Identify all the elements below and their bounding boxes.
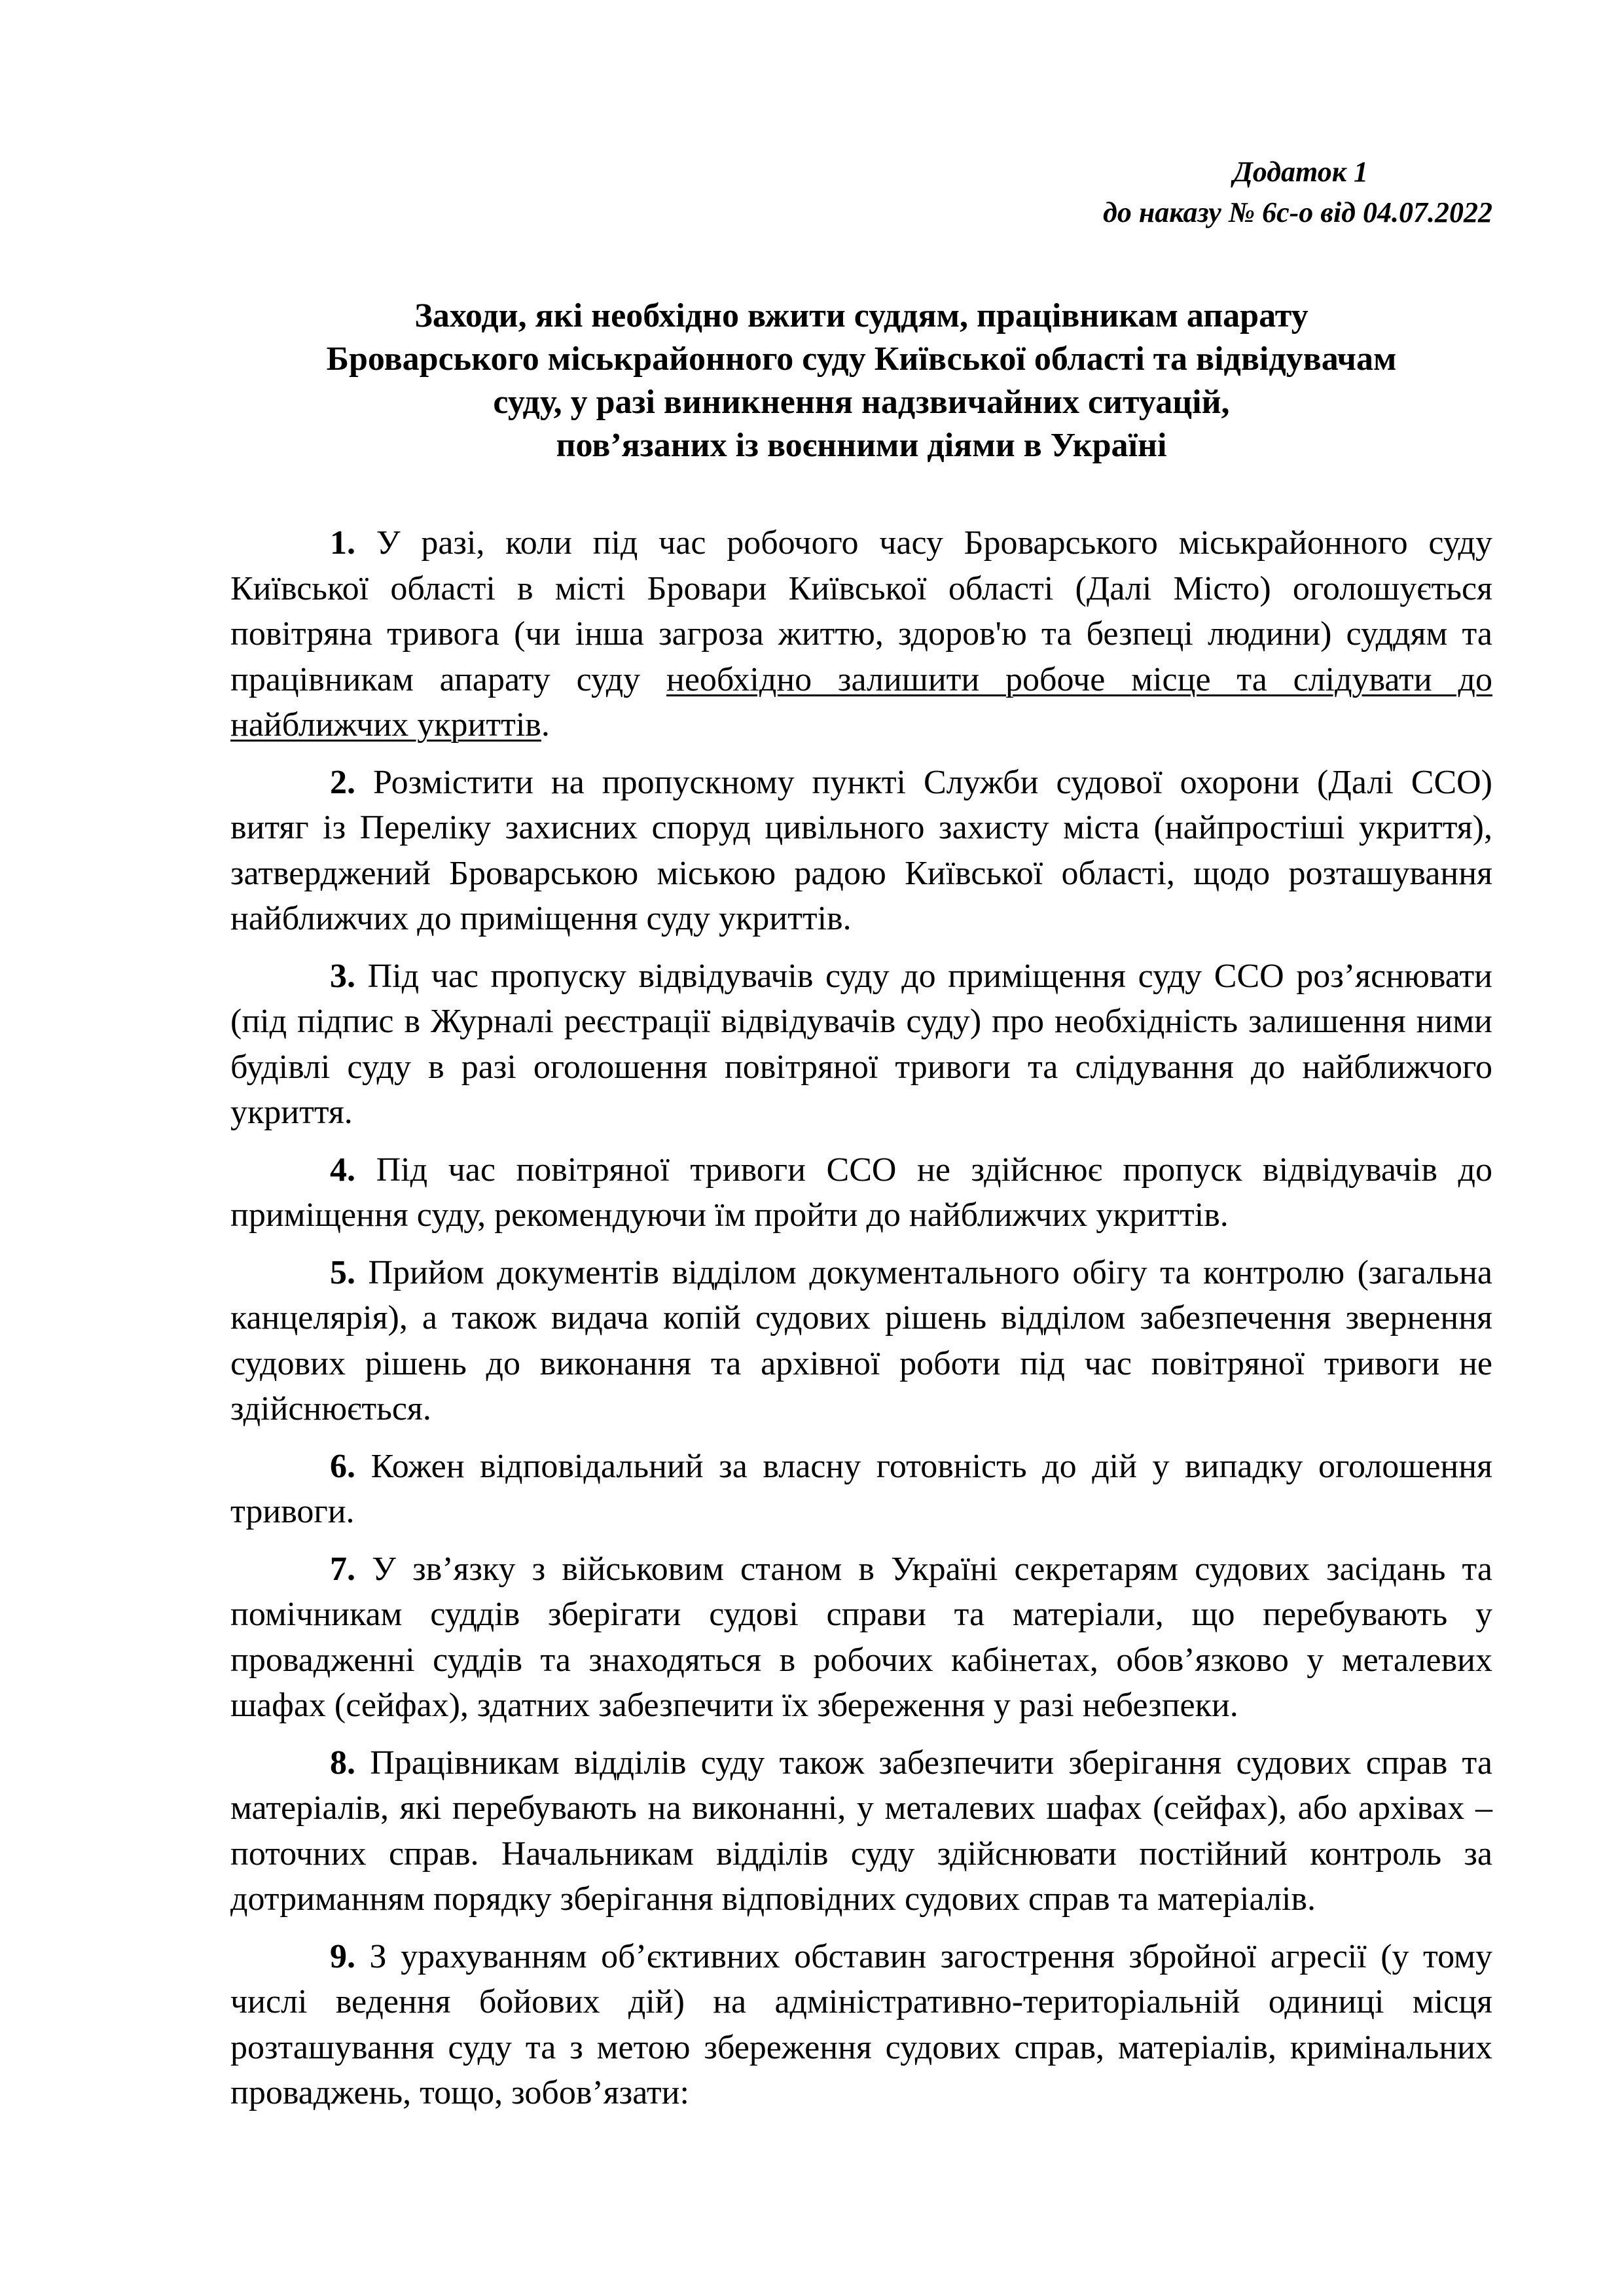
underlined-instruction: необхідно залишити робоче місце та слідувати до найближчих укриттів [230,660,1492,744]
annex-order-reference: до наказу № 6с-о від 04.07.2022 [1102,196,1492,228]
title-line: суду, у разі виникнення надзвичайних ситуацій, [493,384,1230,421]
paragraph-text: Під час повітряної тривоги ССО не здійснює пропуск відвідувачів до приміщення суду, рекомендуючи їм пройти до найближчих укриттів. [230,1151,1492,1234]
paragraph-number: 8. [330,1744,355,1782]
document-body [230,520,1492,2128]
paragraph-text: Розмістити на пропускному пункті Служби судової охорони (Далі ССО) витяг із Переліку захисних споруд цивільного захисту міста (найпростіші укриття), затверджений Броварською міською радою Київської області, щодо розташування найближчих до приміщення суду укриттів. [230,763,1492,937]
title-line: пов’язаних із воєнними діями в Україні [556,427,1167,464]
paragraph-text: Кожен відповідальний за власну готовність до дій у випадку оголошення тривоги. [230,1447,1492,1530]
paragraph-number: 4. [330,1151,355,1189]
paragraph-text: Працівникам відділів суду також забезпечити зберігання судових справ та матеріалів, які перебувають на виконанні, у металевих шафах (сейфах), або архівах – поточних справ. Начальникам відділів суду здійснювати постійний контроль за дотриманням порядку зберігання відповідних судових справ та матеріалів. [230,1744,1492,1918]
paragraph-5 [230,1250,1492,1432]
paragraph-tail: . [541,706,550,744]
paragraph-text: У разі, коли під час робочого часу Броварського міськрайонного суду Київської області в місті Бровари Київської області (Далі Місто) оголошується повітряна тривога (чи інша загроза життю, здоров'ю та безпеці людини) суддям та працівникам апарату суду [230,524,1492,698]
paragraph-1 [230,520,1492,748]
paragraph-text: З урахуванням об’єктивних обставин загострення збройної агресії (у тому числі ведення бойових дій) на адміністративно-територіальній одиниці місця розташування суду та з метою збереження судових справ, матеріалів, кримінальних проваджень, тощо, зобов’язати: [230,1937,1492,2111]
paragraph-7 [230,1547,1492,1729]
paragraph-9 [230,1934,1492,2116]
paragraph-number: 3. [330,957,355,995]
annex-number: Додаток 1 [1233,156,1368,188]
paragraph-text: Прийом документів відділом документального обігу та контролю (загальна канцелярія), а також видача копій судових рішень відділом забезпечення звернення судових рішень до виконання та архівної роботи під час повітряної тривоги не здійснюється. [230,1253,1492,1427]
title-line: Заходи, які необхідно вжити суддям, працівникам апарату [414,297,1308,334]
title-line: Броварського міськрайонного суду Київської області та відвідувачам [326,340,1397,378]
paragraph-number: 6. [330,1447,355,1485]
paragraph-number: 2. [330,763,355,801]
paragraph-number: 1. [330,524,355,562]
paragraph-6 [230,1444,1492,1535]
paragraph-2 [230,760,1492,942]
paragraph-number: 9. [330,1937,355,1975]
paragraph-4 [230,1147,1492,1238]
paragraph-text: Під час пропуску відвідувачів суду до приміщення суду ССО роз’яснювати (під підпис в Журналі реєстрації відвідувачів суду) про необхідність залишення ними будівлі суду в разі оголошення повітряної тривоги та слідування до найближчого укриття. [230,957,1492,1131]
paragraph-3 [230,954,1492,1136]
paragraph-8 [230,1740,1492,1922]
paragraph-number: 7. [330,1550,355,1588]
document-title [230,295,1492,467]
paragraph-number: 5. [330,1253,355,1291]
annex-header [1103,152,1492,233]
paragraph-text: У зв’язку з військовим станом в Україні секретарям судових засідань та помічникам суддів зберігати судові справи та матеріали, що перебувають у провадженні суддів та знаходяться в робочих кабінетах, обов’язково у металевих шафах (сейфах), здатних забезпечити їх збереження у разі небезпеки. [230,1550,1492,1724]
